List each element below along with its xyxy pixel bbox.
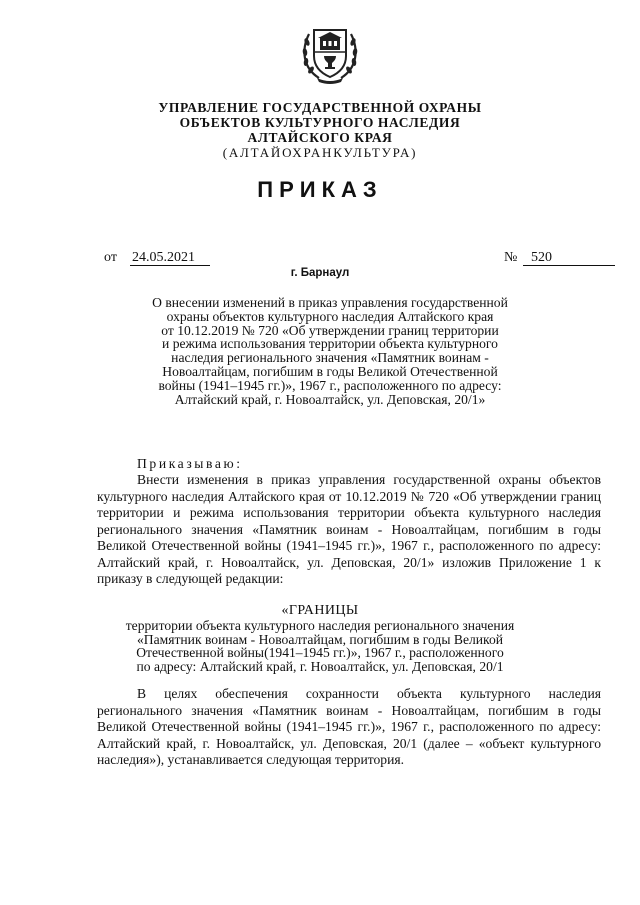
document-number: 520 [523,250,615,266]
body-paragraph-1 [97,472,601,588]
paragraph-text: В целях обеспечения сохранности объекта культурного наследия регионального значения «Памятник воинам - Новоалтайцам, погибшим в годы Великой Отечественной войны (1941–1945 гг.)», 1967 г., расположенного по адресу: Алтайский край, г. Новоалтайск, ул. Деповская, 20/1 (далее – «объект культурного наследия»), устанавливается следующая территория. [97,686,601,767]
boundaries-line: Отечественной войны(1941–1945 гг.)», 1967 г., расположенного [136,645,504,661]
boundaries-line: территории объекта культурного наследия регионального значения [125,617,515,633]
org-name-block [0,100,640,160]
subject-line: Новоалтайцам, погибшим в годы Великой Отечественной [162,363,498,379]
subject-line: О внесении изменений в приказ управления государственной [152,295,508,310]
date-prefix: от [104,250,117,265]
order-word: Приказываю: [137,456,243,471]
subject-line: охраны объектов культурного наследия Алтайского края [166,308,494,324]
subject-line: от 10.12.2019 № 720 «Об утверждении границ территории [161,322,499,338]
org-abbreviation: (АЛТАЙОХРАНКУЛЬТУРА) [222,145,418,160]
document-title: ПРИКАЗ [257,177,383,202]
boundaries-line: «Памятник воинам - Новоалтайцам, погибшим в годы Великой [136,631,504,647]
org-name-line: ОБЪЕКТОВ КУЛЬТУРНОГО НАСЛЕДИЯ [179,115,461,130]
subject-line: наследия регионального значения «Памятник воинам - [171,350,489,366]
subject-line: и режима использования территории объекта культурного [162,336,498,352]
altai-krai-coat-of-arms-icon [297,20,363,86]
subject-line: войны (1941–1945 гг.)», 1967 г., расположенного по адресу: [158,377,502,393]
document-subject [110,296,550,406]
org-name-line: АЛТАЙСКОГО КРАЯ [247,130,393,145]
boundaries-title: «ГРАНИЦЫ [281,603,359,618]
boundaries-heading [100,604,540,674]
subject-line: Алтайский край, г. Новоалтайск, ул. Деповская, 20/1» [174,391,486,407]
number-sign: № [504,250,518,265]
document-date: 24.05.2021 [130,250,210,266]
org-name-line: УПРАВЛЕНИЕ ГОСУДАРСТВЕННОЙ ОХРАНЫ [158,100,482,115]
body-paragraph-2 [97,686,601,769]
boundaries-line: по адресу: Алтайский край, г. Новоалтайск, ул. Деповская, 20/1 [136,659,504,675]
city: г. Барнаул [290,267,350,279]
paragraph-text: Внести изменения в приказ управления государственной охраны объектов культурного наследия Алтайского края от 10.12.2019 № 720 «Об утверждении границ территории и режима использования территории объекта культурного наследия регионального значения «Памятник воинам - Новоалтайцам, погибшим в годы Великой Отечественной войны (1941–1945 гг.)», 1967 г., расположенного по адресу: Алтайский край, г. Новоалтайск, ул. Деповская, 20/1» изложив Приложение 1 к приказу в следующей редакции: [97,472,601,586]
